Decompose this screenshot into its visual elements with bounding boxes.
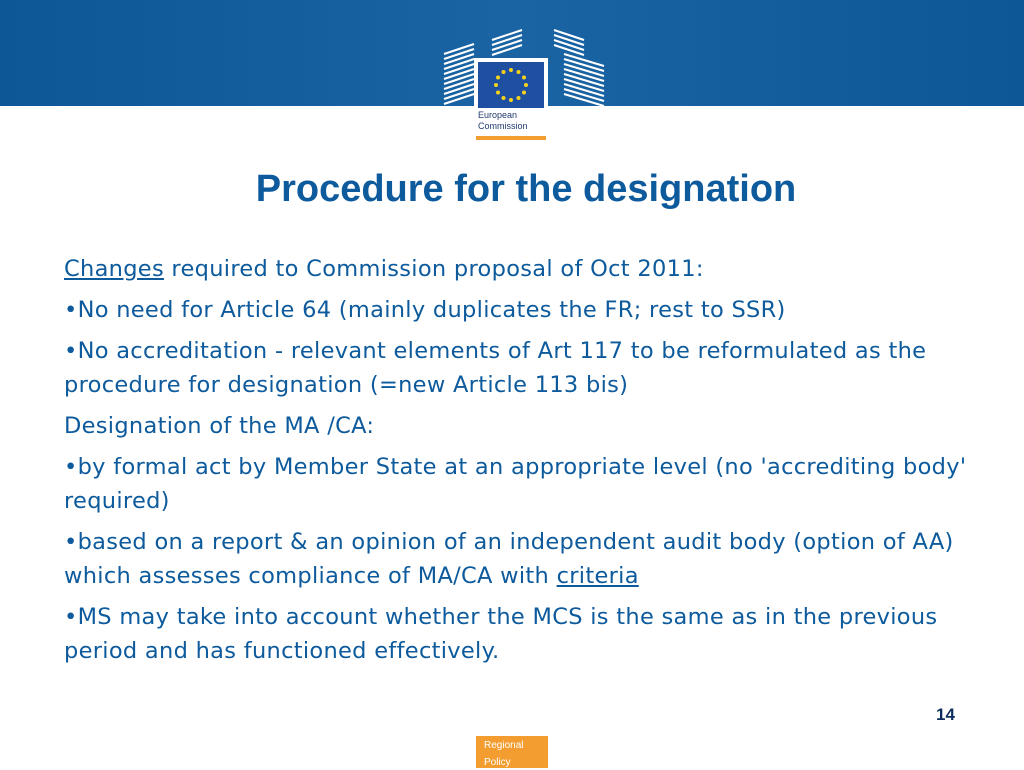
bullet-article-64: •No need for Article 64 (mainly duplicates the FR; rest to SSR) (64, 297, 786, 323)
criteria-link: criteria (556, 563, 639, 589)
bullet-no-accreditation: •No accreditation - relevant elements of Art 117 to be reformulated as the procedure for designation (=new Article 113 bis) (64, 338, 927, 398)
bullet-report-opinion (64, 525, 994, 593)
footer-line-1: Regional (484, 740, 524, 751)
bullet-mcs-previous: •MS may take into account whether the MCS is the same as in the previous period and has functioned effectively. (64, 604, 938, 664)
regional-policy-tag (476, 736, 548, 768)
paragraph-designation: Designation of the MA /CA: (64, 413, 375, 439)
slide-body (64, 252, 994, 675)
logo-accent-bar (476, 136, 546, 140)
logo-line-1: European (478, 110, 518, 120)
paragraph-changes (64, 252, 994, 286)
bullet-formal-act: •by formal act by Member State at an appropriate level (no 'accrediting body' required) (64, 454, 967, 514)
footer-line-2: Policy (484, 757, 511, 768)
paragraph-text: •based on a report & an opinion of an independent audit body (option of AA) which assesses compliance of MA/CA with (64, 529, 954, 589)
logo-wordmark (478, 110, 548, 132)
changes-link: Changes (64, 256, 164, 282)
paragraph-text: required to Commission proposal of Oct 2011: (163, 256, 704, 282)
slide-title: Procedure for the designation (255, 168, 797, 210)
page-number: 14 (936, 705, 955, 724)
logo-line-2: Commission (478, 121, 528, 131)
